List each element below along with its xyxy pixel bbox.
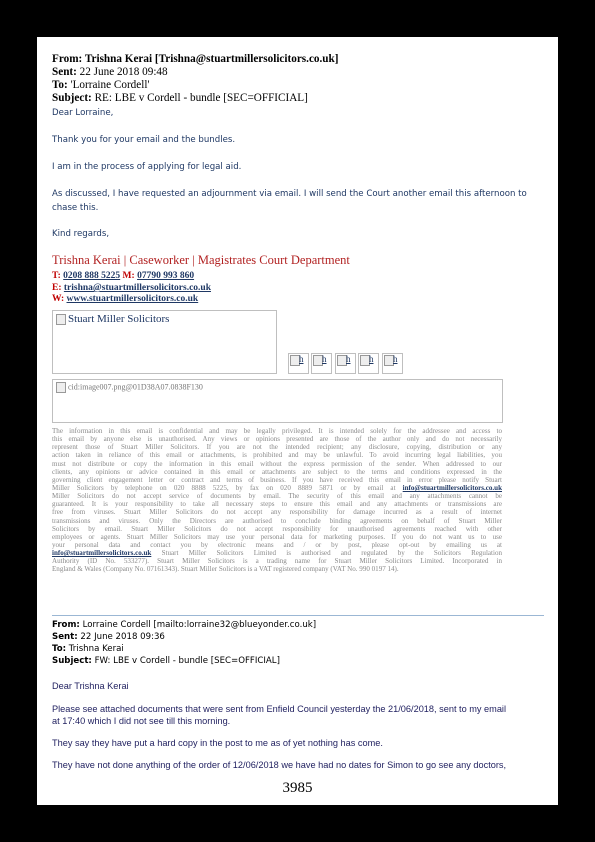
subject-value: FW: LBE v Cordell - bundle [SEC=OFFICIAL] bbox=[94, 656, 280, 666]
sent-value: 22 June 2018 09:48 bbox=[79, 66, 168, 78]
email-separator bbox=[52, 615, 544, 616]
logo-alt-text: Stuart Miller Solicitors bbox=[68, 313, 170, 325]
social-icon[interactable] bbox=[311, 353, 332, 374]
email1-body-line: Thank you for your email and the bundles. bbox=[52, 135, 236, 145]
disclaimer-line-with-link bbox=[52, 484, 502, 492]
email2-greeting: Dear Trishna Kerai bbox=[52, 681, 129, 691]
disclaimer-line: Authority (ID No. 533277). Stuart Miller Solicitors is a trading name for Stuart Miller Solicitors Limited. Incorporated in bbox=[52, 557, 502, 566]
disclaimer-line: your personal data and contact you by electronic means and / or by post, please opt-out by emailing us at bbox=[52, 540, 502, 549]
logo-alt-row bbox=[56, 313, 169, 325]
logo-image[interactable] bbox=[52, 310, 277, 374]
email-label: E: bbox=[52, 283, 62, 293]
sent-label: Sent: bbox=[52, 632, 78, 642]
tel-label: T: bbox=[52, 271, 61, 281]
social-icon[interactable] bbox=[288, 353, 309, 374]
document-page bbox=[37, 37, 558, 805]
email1-body-line: I am in the process of applying for legal aid. bbox=[52, 162, 242, 172]
subject-label: Subject: bbox=[52, 656, 92, 666]
broken-image-icon bbox=[56, 382, 66, 393]
social-alt-text: h bbox=[299, 354, 304, 364]
disclaimer-line: action taken in reliance of this email or attachments, is prohibited and may be unlawful. To avoid incurring legal liabilities, you bbox=[52, 451, 502, 460]
disclaimer-line: clients, any opinions or advice contained in this email or attachments are subject to the terms and conditions expressed in the bbox=[52, 467, 502, 476]
disclaimer-line: The information in this email is confidential and may be legally privileged. It is intended solely for the addressee and access to bbox=[52, 427, 502, 435]
disclaimer-line: must not distribute or copy the information in this email without the express permission of the sender. When addressed to our bbox=[52, 459, 502, 468]
email1-sent-row bbox=[52, 66, 168, 78]
email2-body-line: at 17:40 which I did not see till this morning. bbox=[52, 716, 231, 726]
mob-label: M: bbox=[122, 271, 135, 281]
page-number: 3985 bbox=[282, 780, 313, 796]
to-value: Trishna Kerai bbox=[68, 644, 124, 654]
social-icon[interactable] bbox=[358, 353, 379, 374]
disclaimer-line: guaranteed. It is your responsibility to take all necessary steps to ensure this email and any attachments or transmissions are bbox=[52, 500, 502, 509]
disclaimer-line: England & Wales (Company No. 07161343). Stuart Miller Solicitors is a VAT registered company (VAT No. 990 0197 14). bbox=[52, 565, 399, 574]
signature-name: Trishna Kerai | Caseworker | Magistrates Court Department bbox=[52, 253, 350, 267]
mob-link[interactable]: 07790 993 860 bbox=[137, 271, 195, 281]
email1-to-row bbox=[52, 79, 149, 91]
email1-body-line: chase this. bbox=[52, 203, 99, 213]
social-icon[interactable] bbox=[335, 353, 356, 374]
subject-value: RE: LBE v Cordell - bundle [SEC=OFFICIAL] bbox=[94, 92, 308, 104]
email2-body-line: They say they have put a hard copy in the post to me as of yet nothing has come. bbox=[52, 738, 383, 748]
to-label: To: bbox=[52, 644, 67, 654]
social-icon[interactable] bbox=[382, 353, 403, 374]
legal-disclaimer bbox=[52, 427, 502, 574]
sent-label: Sent: bbox=[52, 66, 77, 78]
disclaimer-text: Miller Solicitors by telephone on 020 8888 5225, by fax on 020 8889 5871 or by email at bbox=[52, 483, 396, 492]
disclaimer-email-link[interactable]: info@stuartmillersolicitors.co.uk bbox=[52, 549, 152, 558]
signature-email-row bbox=[52, 283, 211, 293]
tel-link[interactable]: 0208 888 5225 bbox=[63, 271, 121, 281]
email2-body-line: Please see attached documents that were sent from Enfield Council yesterday the 21/06/2018, sent to my email bbox=[52, 704, 507, 714]
disclaimer-line: this email by anyone else is unauthorised. Any views or opinions presented are those of the author only and do not necessarily bbox=[52, 435, 502, 444]
disclaimer-line: transmissions and viruses. Only the Directors are authorised to conclude binding agreements on behalf of Stuart Miller bbox=[52, 516, 502, 525]
email1-body-line: As discussed, I have requested an adjournment via email. I will send the Court another email this afternoon to bbox=[52, 189, 527, 199]
disclaimer-email-link[interactable]: info@stuartmillersolicitors.co.uk bbox=[402, 483, 502, 492]
disclaimer-line: governing client engagement letter or contract and terms of business. If you have received this email in error please notify Stuart bbox=[52, 475, 502, 484]
email2-sent-row bbox=[52, 632, 165, 642]
social-alt-text: h bbox=[393, 354, 398, 364]
web-link[interactable]: www.stuartmillersolicitors.co.uk bbox=[66, 294, 199, 304]
social-alt-text: h bbox=[346, 354, 351, 364]
from-label: From: bbox=[52, 53, 83, 65]
banner-image bbox=[52, 379, 503, 423]
to-value: 'Lorraine Cordell' bbox=[70, 79, 150, 91]
disclaimer-line-with-link bbox=[52, 549, 502, 557]
signature-web-row bbox=[52, 294, 198, 304]
social-alt-text: h bbox=[369, 354, 374, 364]
disclaimer-line: Solicitors by email. Stuart Miller Solicitors do not accept responsibility for unauthorised agreements reached with other bbox=[52, 524, 502, 533]
email2-subject-row bbox=[52, 656, 280, 666]
broken-image-icon bbox=[56, 314, 66, 325]
disclaimer-line: represent those of Stuart Miller Solicitors. If you are not the intended recipient; any disclosure, copying, distribution or any bbox=[52, 443, 502, 452]
email1-subject-row bbox=[52, 92, 308, 104]
to-label: To: bbox=[52, 79, 68, 91]
from-value: Trishna Kerai [Trishna@stuartmillersolicitors.co.uk] bbox=[84, 53, 339, 65]
web-label: W: bbox=[52, 294, 65, 304]
email2-to-row bbox=[52, 644, 124, 654]
signature-phone-row bbox=[52, 271, 194, 281]
sent-value: 22 June 2018 09:36 bbox=[80, 632, 165, 642]
banner-alt-text: cid:image007.png@01D38A07.0838F130 bbox=[68, 382, 203, 392]
disclaimer-line: free from viruses. Stuart Miller Solicitors do not accept any responsibility for damage incurred as a result of internet bbox=[52, 508, 502, 517]
email2-from-row bbox=[52, 620, 316, 630]
social-alt-text: h bbox=[322, 354, 327, 364]
from-label: From: bbox=[52, 620, 80, 630]
email2-body-line: They have not done anything of the order of 12/06/2018 we have had no dates for Simon to go see any doctors, bbox=[52, 760, 507, 770]
banner-alt-row bbox=[56, 382, 203, 393]
email1-signoff: Kind regards, bbox=[52, 229, 110, 239]
subject-label: Subject: bbox=[52, 92, 92, 104]
disclaimer-text: Stuart Miller Solicitors Limited is authorised and regulated by the Solicitors Regulation bbox=[161, 549, 502, 558]
email1-greeting: Dear Lorraine, bbox=[52, 108, 114, 118]
email1-from-row bbox=[52, 53, 338, 65]
from-value: Lorraine Cordell [mailto:lorraine32@blueyonder.co.uk] bbox=[82, 620, 317, 630]
disclaimer-line: Miller Solicitors do not accept service of documents by email. The security of this email and any attachments cannot be bbox=[52, 492, 502, 501]
disclaimer-line: employees or agents. Stuart Miller Solicitors may use your personal data for marketing purposes. If you do not want us to use bbox=[52, 532, 502, 541]
email-link[interactable]: trishna@stuartmillersolicitors.co.uk bbox=[63, 283, 211, 293]
